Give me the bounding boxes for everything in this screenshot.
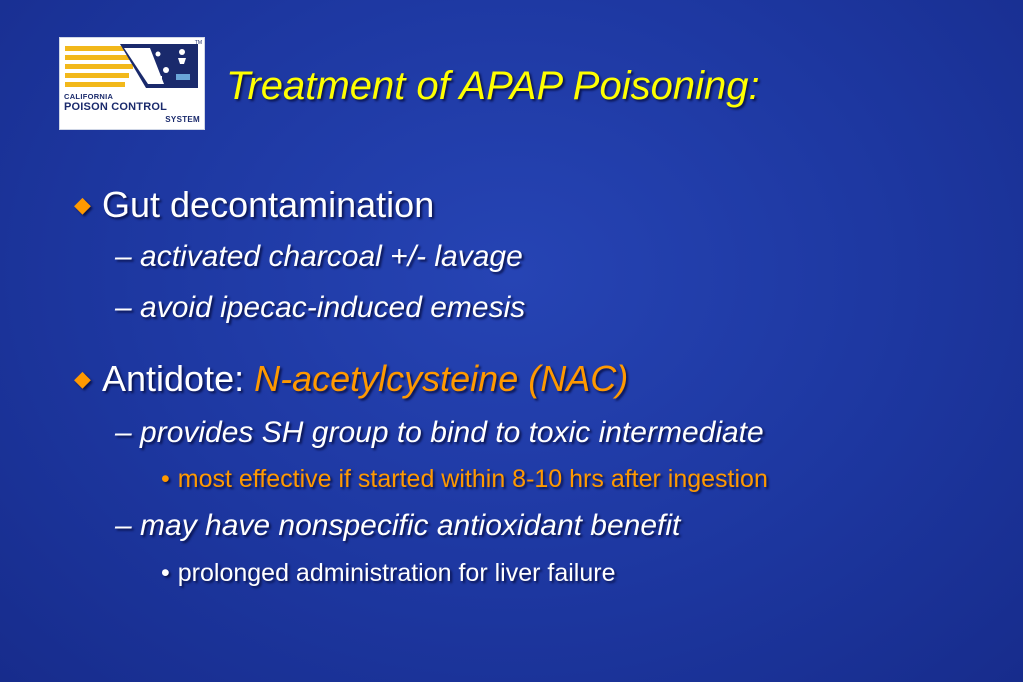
dot-marker: •	[161, 559, 170, 587]
diamond-bullet-icon: ◆	[74, 366, 91, 391]
california-poison-control-logo	[59, 37, 205, 130]
logo-trademark: TM	[194, 40, 202, 46]
sub-item-antioxidant	[115, 509, 680, 543]
logo-line-system: SYSTEM	[165, 115, 200, 124]
dot-marker: •	[161, 465, 170, 493]
dash-marker: –	[115, 291, 132, 324]
diamond-bullet-icon: ◆	[74, 192, 91, 217]
sub-item-activated-charcoal	[115, 240, 523, 274]
slide-title: Treatment of APAP Poisoning:	[226, 64, 760, 108]
detail-item-timing	[161, 465, 768, 494]
sub-item-text: provides SH group to bind to toxic intermediate	[140, 416, 764, 449]
dash-marker: –	[115, 416, 132, 449]
sub-item-text: avoid ipecac-induced emesis	[140, 291, 526, 324]
bullet-label: Gut decontamination	[102, 184, 435, 225]
antidote-name-highlight: N-acetylcysteine (NAC)	[254, 358, 629, 399]
dash-marker: –	[115, 240, 132, 273]
bullet-label: Antidote:	[102, 358, 245, 399]
detail-item-text: most effective if started within 8-10 hrs after ingestion	[177, 465, 768, 493]
sub-item-text: may have nonspecific antioxidant benefit	[140, 509, 681, 542]
logo-line-california: CALIFORNIA	[64, 92, 114, 101]
detail-item-text: prolonged administration for liver failure	[177, 559, 616, 587]
detail-item-liver-failure	[161, 559, 616, 588]
dash-marker: –	[115, 509, 132, 542]
logo-line-poison-control: POISON CONTROL	[64, 101, 168, 113]
sub-item-text: activated charcoal +/- lavage	[140, 240, 523, 273]
sub-item-sh-group	[115, 416, 764, 450]
bullet-gut-decontamination	[74, 184, 434, 226]
sub-item-avoid-ipecac	[115, 291, 525, 325]
bullet-antidote	[74, 358, 628, 400]
